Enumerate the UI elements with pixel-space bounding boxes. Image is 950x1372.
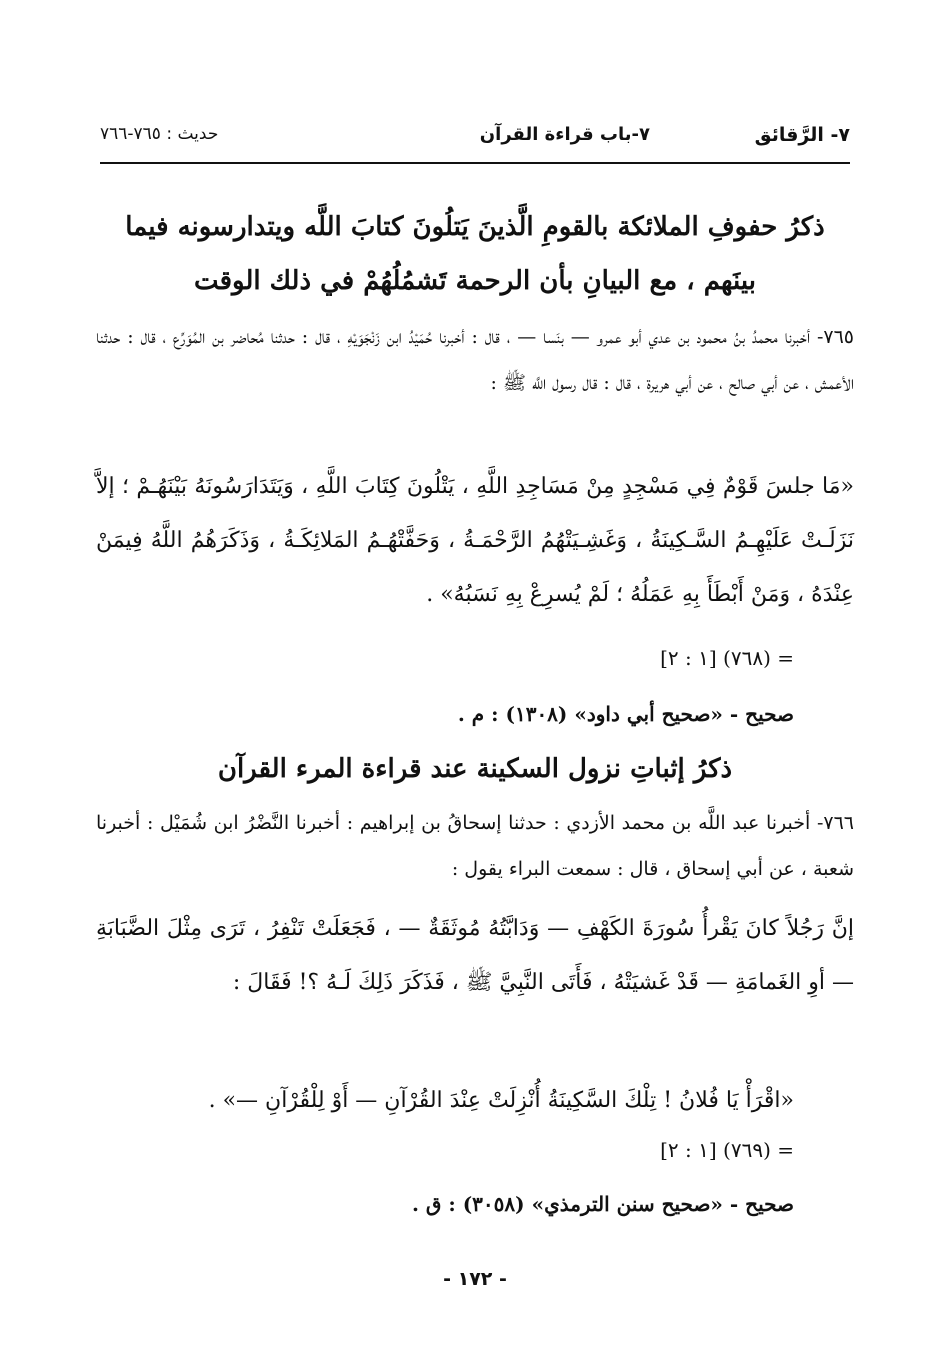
hadith-range: حديث : ٧٦٥-٧٦٦ bbox=[100, 124, 219, 144]
grading-765: صحيح - «صحيح أبي داود» (١٣٠٨) : م . bbox=[457, 702, 794, 726]
matn-765: «مَا جلسَ قَوْمٌ فِي مَسْجِدٍ مِنْ مَسَاجِدِ اللَّهِ ، يَتْلُونَ كِتَابَ اللَّهِ ، وَيَتَدَارَسُونَهُ بَيْنَهُـمْ ؛ إلاَّ نَزَلَـتْ عَلَيْهِـمُ السَّـكِينَةُ ، وَغَشِـيَتْهُمُ الرَّحْمَـةُ ، وَحَفَّتْهُـمُ المَلائِكَـةُ ، وَذَكَرَهُمُ اللَّهُ فِيمَنْ عِنْدَهُ ، وَمَنْ أَبْطَأَ بِهِ عَمَلُهُ ؛ لَمْ يُسرِعْ بِهِ نَسَبُهُ» . bbox=[96, 474, 854, 607]
matn-766: إنَّ رَجُلاً كانَ يَقْرأُ سُورَةَ الكَهْفِ — وَدَابَّتُهُ مُوثَقَةٌ — ، فَجَعَلَتْ تَنْفِرُ ، تَرَى مِثْلَ الضَّبَابَةِ — أوِ الغَمامَةِ — قَدْ غَشيَتْهُ ، فَأَتَى النَّبِيَّ ﷺ ، فَذَكَرَ ذَلِكَ لَـهُ ؟! فَقَالَ : bbox=[96, 916, 854, 995]
section-heading-1: ذكرُ حفوفِ الملائكة بالقومِ الَّذينَ يَتلُونَ كتابَ اللَّه ويتدارسونه فيما بينَهم ، مع البيانِ بأن الرحمة تَشمُلُهُمْ في ذلك الوقت bbox=[125, 212, 825, 296]
isnad-766: ٧٦٦- أخبرنا عبد اللَّه بن محمد الأزدي : حدثنا إسحاقُ بن إبراهيم : أخبرنا النَّضْرُ ابن شُمَيْل : أخبرنا شعبة ، عن أبي إسحاق ، قال : سمعت البراء يقول : bbox=[96, 812, 854, 880]
header-rule bbox=[100, 162, 850, 164]
running-header bbox=[100, 118, 850, 158]
section-title: ٧-باب قراءة القرآن bbox=[479, 124, 650, 145]
grading-766: صحيح - «صحيح سنن الترمذي» (٣٠٥٨) : ق . bbox=[411, 1192, 794, 1216]
chapter-title: ٧- الرَّقائق bbox=[754, 124, 850, 146]
isnad-765: ٧٦٥- أخبرنا محمدُ بنُ محمود بن عدي أبو عمرو — بنَسا — ، قال : أخبرنا حُمَيْدُ ابن زَنْجَوَيْهِ ، قال : حدثنا مُحاضر بن المُوَرِّع ، قال : حدثنا الأعمش ، عن أبي صالح ، عن أبي هريرة ، قال : قال رسول اللَّه ﷺ : bbox=[96, 326, 855, 394]
reference-766: = (٧٦٩) [١ : ٢] bbox=[660, 1138, 794, 1162]
reference-765: = (٧٦٨) [١ : ٢] bbox=[660, 646, 794, 670]
matn-766-saying: «اقْرَأْ يَا فُلانُ ! تِلْكَ السَّكِينَةُ أُنْزِلَتْ عِنْدَ القُرْآنِ — أَوْ لِلْقُرْآنِ —» . bbox=[208, 1088, 794, 1113]
section-heading-2: ذكرُ إثباتِ نزول السكينة عند قراءة المرء القرآن bbox=[217, 754, 733, 784]
page-number: - ١٧٢ - bbox=[443, 1268, 507, 1290]
